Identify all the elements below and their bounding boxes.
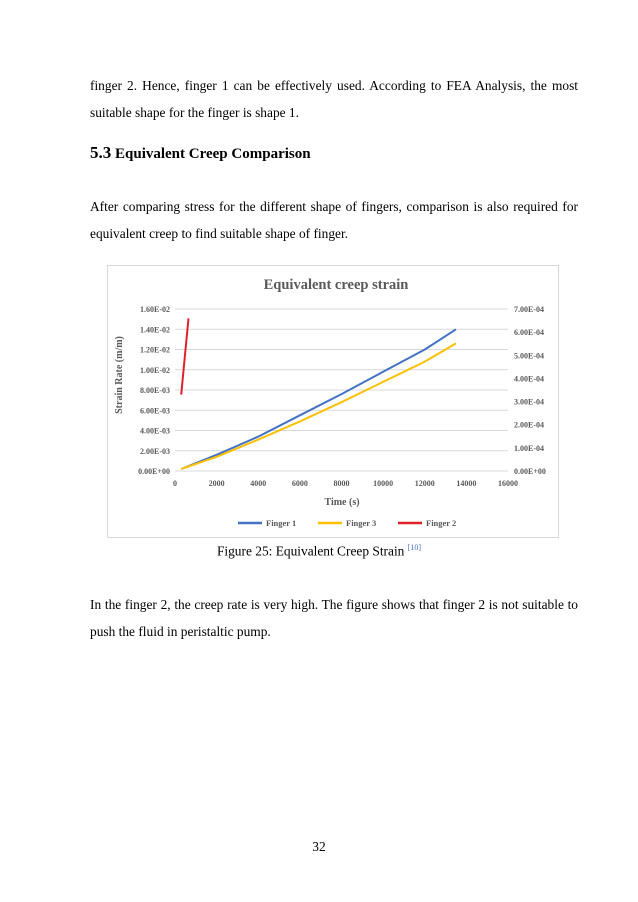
- left-tick-label: 0.00E+00: [138, 467, 170, 476]
- left-tick-label: 2.00E-03: [140, 446, 170, 456]
- paragraph-intro: [90, 72, 578, 126]
- figure-caption: [0, 543, 638, 559]
- x-tick-label: 6000: [291, 479, 308, 488]
- left-tick-label: 1.40E-02: [140, 325, 170, 335]
- chart-legend: [238, 518, 456, 528]
- left-tick-label: 1.00E-02: [140, 365, 170, 375]
- chart-series: [181, 318, 456, 469]
- x-tick-label: 14000: [456, 479, 477, 488]
- paragraph-line: finger 2. Hence, finger 1 can be effectively used. According to FEA Analysis, the most: [90, 78, 578, 93]
- chart-title: Equivalent creep strain: [263, 277, 409, 293]
- right-tick-label: 0.00E+00: [514, 467, 546, 476]
- paragraph-line: equivalent creep to find suitable shape of finger.: [90, 226, 349, 241]
- series-line-finger-1: [181, 329, 456, 469]
- page-number: 32: [312, 839, 326, 854]
- right-tick-label: 1.00E-04: [514, 443, 544, 453]
- left-tick-label: 1.60E-02: [140, 305, 170, 314]
- x-tick-label: 0: [173, 479, 177, 488]
- paragraph-conclusion: [90, 591, 578, 645]
- x-tick-label: 2000: [208, 479, 225, 488]
- paragraph-line: suitable shape for the finger is shape 1.: [90, 105, 299, 120]
- x-axis-label: Time (s): [324, 497, 360, 508]
- left-tick-label: 1.20E-02: [140, 345, 170, 355]
- paragraph-comparison: [90, 193, 578, 247]
- left-tick-label: 8.00E-03: [140, 386, 170, 395]
- legend-label: Finger 3: [346, 518, 377, 528]
- x-axis-ticks: [173, 479, 518, 488]
- right-tick-label: 4.00E-04: [514, 374, 544, 384]
- y-axis-label: Strain Rate (m/m): [114, 336, 125, 414]
- legend-item-finger-2: [398, 518, 456, 528]
- section-heading: [90, 143, 311, 163]
- paragraph-line: In the finger 2, the creep rate is very high. The figure shows that finger 2 is not suitable to: [90, 597, 578, 612]
- legend-label: Finger 1: [266, 518, 297, 528]
- right-tick-label: 2.00E-04: [514, 420, 544, 430]
- x-tick-label: 10000: [373, 479, 394, 488]
- figure-reference-link[interactable]: [10]: [407, 543, 422, 552]
- creep-strain-chart: [108, 266, 558, 537]
- legend-label: Finger 2: [426, 518, 457, 528]
- section-title: Equivalent Creep Comparison: [115, 146, 311, 162]
- right-axis-ticks: [514, 305, 546, 476]
- x-tick-label: 16000: [498, 479, 518, 488]
- left-axis-ticks: [138, 305, 170, 476]
- x-tick-label: 8000: [333, 479, 350, 488]
- paragraph-line: push the fluid in peristaltic pump.: [90, 624, 271, 639]
- chart-container: [107, 265, 559, 538]
- x-tick-label: 4000: [250, 479, 267, 488]
- x-tick-label: 12000: [414, 479, 435, 488]
- right-tick-label: 6.00E-04: [514, 328, 544, 338]
- right-tick-label: 5.00E-04: [514, 351, 544, 361]
- legend-item-finger-1: [238, 518, 296, 528]
- paragraph-line: After comparing stress for the different shape of fingers, comparison is also required for: [90, 199, 578, 214]
- right-tick-label: 7.00E-04: [514, 305, 544, 314]
- chart-grid: [175, 309, 508, 471]
- figure-caption-text: Figure 25: Equivalent Creep Strain: [216, 543, 405, 559]
- section-number: 5.3: [90, 143, 112, 162]
- legend-item-finger-3: [318, 518, 376, 528]
- left-tick-label: 6.00E-03: [140, 406, 170, 416]
- right-tick-label: 3.00E-04: [514, 397, 544, 407]
- left-tick-label: 4.00E-03: [140, 426, 170, 436]
